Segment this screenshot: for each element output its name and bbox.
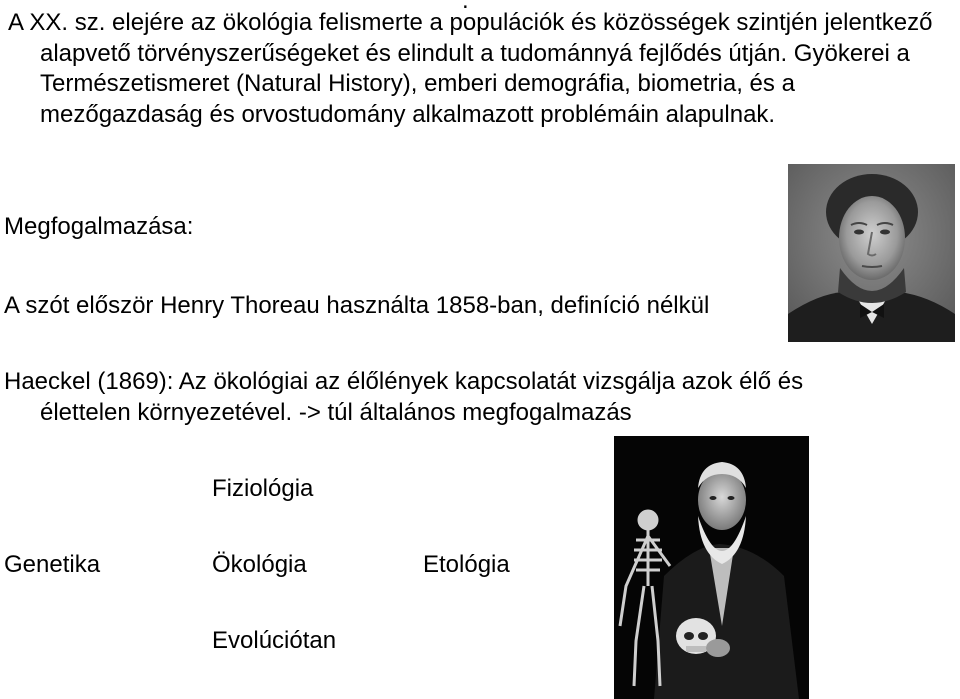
diagram-label-etologia: Etológia xyxy=(423,551,510,578)
thoreau-portrait-image xyxy=(788,164,955,342)
diagram-label-genetika: Genetika xyxy=(4,551,101,578)
thoreau-statement: A szót először Henry Thoreau használta 1858-ban, definíció nélkül xyxy=(4,292,710,319)
haeckel-definition-line-2: élettelen környezetével. -> túl általános megfogalmazás xyxy=(40,399,632,426)
diagram-label-evoluciotan: Evolúciótan xyxy=(212,627,337,654)
intro-paragraph xyxy=(8,8,948,130)
intro-text: A XX. sz. elejére az ökológia felismerte a populációk és közösségek szintjén jelentkező alapvető törvényszerűségeket és elindult a tudománnyá fejlődés útján. Gyökerei a Természetismeret (Natural History), emberi demográfia, biometria, és a mezőgazdaság és orvostudomány alkalmazott problémáin alapulnak. xyxy=(8,9,933,128)
haeckel-definition-line-1: Haeckel (1869): Az ökológiai az élőlények kapcsolatát vizsgálja azok élő és xyxy=(4,368,804,395)
definition-heading: Megfogalmazása: xyxy=(4,213,194,240)
diagram-label-fiziologia: Fiziológia xyxy=(212,475,314,502)
top-dot-mark: . xyxy=(462,0,469,14)
haeckel-photo-image xyxy=(614,436,809,699)
diagram-label-okologia: Ökológia xyxy=(212,551,307,578)
